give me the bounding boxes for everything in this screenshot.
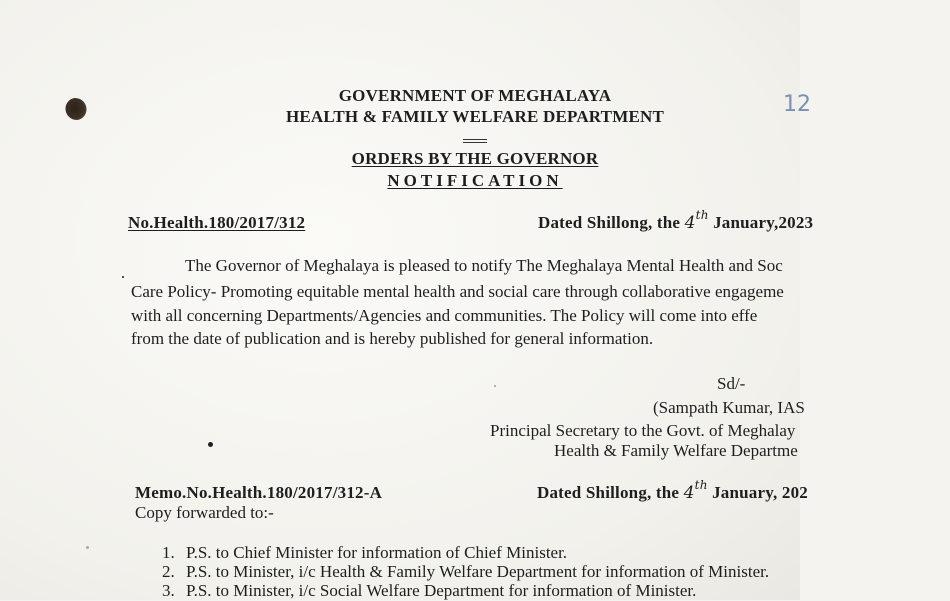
recipient-text: P.S. to Minister, i/c Social Welfare Department for information of Minister. [186,581,697,600]
orders-heading: ORDERS BY THE GOVERNOR [351,149,599,168]
memo-number: Memo.No.Health.180/2017/312-A [135,483,383,502]
government-title: GOVERNMENT OF MEGHALAYA [338,86,612,105]
recipient-text: P.S. to Chief Minister for information of Chief Minister. [186,543,568,562]
body-line-3: with all concerning Departments/Agencies and communities. The Policy will come into effe [131,306,758,325]
divider [463,142,487,143]
recipient-number: 3. [162,581,175,600]
notification-heading: NOTIFICATION [387,171,563,190]
memo-date-day: 4 [683,483,695,503]
copy-forwarded-label: Copy forwarded to:- [135,503,274,522]
date-prefix: Dated Shillong, the [538,213,681,232]
memo-date-prefix: Dated Shillong, the [537,483,680,502]
notification-number: No.Health.180/2017/312 [128,213,306,232]
recipient-number: 1. [162,543,175,562]
memo-date-superscript: th [694,478,708,492]
ink-speck [494,385,496,387]
recipient-item [162,581,696,601]
body-line-1: The Governor of Meghalaya is pleased to notify The Meghalaya Mental Health and Soc [185,256,783,275]
signatory-designation: Principal Secretary to the Govt. of Meghalay [490,421,796,440]
ink-speck [122,276,124,278]
signatory-department: Health & Family Welfare Departme [554,441,798,460]
signature-sd: Sd/- [717,374,746,393]
recipient-item [162,562,769,582]
recipient-number: 2. [162,562,175,581]
notification-date [538,208,814,233]
recipient-text: P.S. to Minister, i/c Health & Family Welfare Department for information of Minister. [186,562,770,581]
recipient-item [162,543,567,563]
divider [463,139,487,140]
department-title: HEALTH & FAMILY WELFARE DEPARTMENT [285,107,665,126]
ink-speck [208,442,213,447]
date-suffix: January,2023 [713,213,814,232]
date-day: 4 [684,213,696,233]
body-line-4: from the date of publication and is hereby published for general information. [131,329,654,348]
memo-date [537,478,808,503]
signatory-name: (Sampath Kumar, IAS [653,398,805,417]
body-line-2: Care Policy- Promoting equitable mental health and social care through collaborative engageme [131,282,784,301]
ink-speck [86,546,89,549]
margin-note: 12 [783,92,811,117]
memo-date-suffix: January, 202 [712,483,808,502]
date-superscript: th [695,208,709,222]
